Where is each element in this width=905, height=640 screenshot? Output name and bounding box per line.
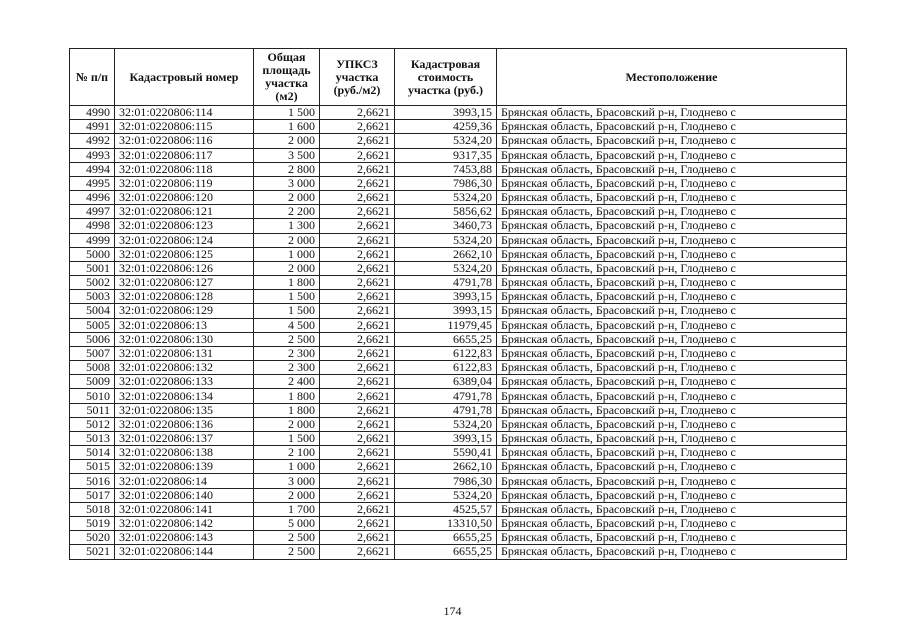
- cell-upksz: 2,6621: [320, 219, 395, 233]
- cell-area: 2 500: [254, 531, 320, 545]
- cell-area: 1 300: [254, 219, 320, 233]
- table-row: [70, 545, 847, 559]
- cell-location: Брянская область, Брасовский р-н, Глоднево с: [497, 304, 847, 318]
- cell-cadastral-number: 32:01:0220806:121: [115, 205, 254, 219]
- cell-cadastral-number: 32:01:0220806:124: [115, 233, 254, 247]
- cell-location: Брянская область, Брасовский р-н, Глоднево с: [497, 106, 847, 120]
- cell-location: Брянская область, Брасовский р-н, Глоднево с: [497, 148, 847, 162]
- cell-row-number: 5008: [70, 361, 115, 375]
- cell-area: 1 500: [254, 304, 320, 318]
- table-row: [70, 474, 847, 488]
- table-row: [70, 134, 847, 148]
- cell-cadastral-cost: 3460,73: [395, 219, 497, 233]
- table-row: [70, 446, 847, 460]
- cell-row-number: 4998: [70, 219, 115, 233]
- cell-row-number: 4993: [70, 148, 115, 162]
- cell-row-number: 5018: [70, 502, 115, 516]
- cell-cadastral-cost: 5324,20: [395, 233, 497, 247]
- table-row: [70, 417, 847, 431]
- cell-area: 1 500: [254, 290, 320, 304]
- cell-location: Брянская область, Брасовский р-н, Глоднево с: [497, 403, 847, 417]
- cell-cadastral-cost: 7986,30: [395, 474, 497, 488]
- cell-area: 3 500: [254, 148, 320, 162]
- cell-upksz: 2,6621: [320, 332, 395, 346]
- cell-cadastral-cost: 5324,20: [395, 417, 497, 431]
- cell-cadastral-cost: 6655,25: [395, 531, 497, 545]
- cell-row-number: 4992: [70, 134, 115, 148]
- cell-cadastral-number: 32:01:0220806:120: [115, 191, 254, 205]
- cell-cadastral-cost: 6389,04: [395, 375, 497, 389]
- cell-upksz: 2,6621: [320, 375, 395, 389]
- cell-cadastral-number: 32:01:0220806:118: [115, 162, 254, 176]
- cell-row-number: 4990: [70, 106, 115, 120]
- cell-area: 2 000: [254, 134, 320, 148]
- cell-area: 1 000: [254, 247, 320, 261]
- cell-cadastral-cost: 3993,15: [395, 106, 497, 120]
- cell-cadastral-number: 32:01:0220806:114: [115, 106, 254, 120]
- cell-cadastral-cost: 5324,20: [395, 191, 497, 205]
- cell-area: 2 200: [254, 205, 320, 219]
- cell-area: 2 000: [254, 488, 320, 502]
- cell-upksz: 2,6621: [320, 403, 395, 417]
- cell-upksz: 2,6621: [320, 389, 395, 403]
- table-row: [70, 516, 847, 530]
- cell-row-number: 4991: [70, 120, 115, 134]
- cell-cadastral-cost: 11979,45: [395, 318, 497, 332]
- cell-cadastral-cost: 4259,36: [395, 120, 497, 134]
- cell-upksz: 2,6621: [320, 148, 395, 162]
- cell-upksz: 2,6621: [320, 191, 395, 205]
- cell-cadastral-cost: 7453,88: [395, 162, 497, 176]
- cell-cadastral-number: 32:01:0220806:142: [115, 516, 254, 530]
- cell-area: 1 500: [254, 106, 320, 120]
- cell-location: Брянская область, Брасовский р-н, Глоднево с: [497, 205, 847, 219]
- cell-location: Брянская область, Брасовский р-н, Глоднево с: [497, 346, 847, 360]
- cell-area: 2 400: [254, 375, 320, 389]
- cell-row-number: 5014: [70, 446, 115, 460]
- header-upksz: УПКСЗ участка (руб./м2): [320, 49, 395, 106]
- cell-row-number: 5006: [70, 332, 115, 346]
- cell-cadastral-number: 32:01:0220806:141: [115, 502, 254, 516]
- cell-upksz: 2,6621: [320, 261, 395, 275]
- cadastral-table-sheet: [69, 48, 847, 560]
- cell-upksz: 2,6621: [320, 233, 395, 247]
- cell-upksz: 2,6621: [320, 516, 395, 530]
- cell-location: Брянская область, Брасовский р-н, Глоднево с: [497, 176, 847, 190]
- cell-area: 3 000: [254, 176, 320, 190]
- cell-row-number: 5013: [70, 431, 115, 445]
- cell-row-number: 5011: [70, 403, 115, 417]
- table-row: [70, 488, 847, 502]
- cell-cadastral-number: 32:01:0220806:119: [115, 176, 254, 190]
- cell-row-number: 4995: [70, 176, 115, 190]
- cell-cadastral-cost: 6655,25: [395, 332, 497, 346]
- cell-area: 2 500: [254, 332, 320, 346]
- table-row: [70, 106, 847, 120]
- cell-upksz: 2,6621: [320, 545, 395, 559]
- cell-location: Брянская область, Брасовский р-н, Глоднево с: [497, 162, 847, 176]
- cell-cadastral-cost: 9317,35: [395, 148, 497, 162]
- cell-row-number: 5017: [70, 488, 115, 502]
- cell-location: Брянская область, Брасовский р-н, Глоднево с: [497, 474, 847, 488]
- table-row: [70, 120, 847, 134]
- cell-cadastral-number: 32:01:0220806:133: [115, 375, 254, 389]
- cell-cadastral-number: 32:01:0220806:134: [115, 389, 254, 403]
- cell-row-number: 5000: [70, 247, 115, 261]
- cell-row-number: 4996: [70, 191, 115, 205]
- cell-row-number: 5001: [70, 261, 115, 275]
- cell-row-number: 4994: [70, 162, 115, 176]
- cell-cadastral-cost: 4791,78: [395, 276, 497, 290]
- table-row: [70, 233, 847, 247]
- table-row: [70, 375, 847, 389]
- cell-location: Брянская область, Брасовский р-н, Глоднево с: [497, 219, 847, 233]
- cell-upksz: 2,6621: [320, 431, 395, 445]
- cell-cadastral-cost: 5856,62: [395, 205, 497, 219]
- cell-location: Брянская область, Брасовский р-н, Глоднево с: [497, 389, 847, 403]
- page-number: 174: [443, 604, 462, 618]
- cell-row-number: 5019: [70, 516, 115, 530]
- cell-cadastral-number: 32:01:0220806:135: [115, 403, 254, 417]
- cell-cadastral-number: 32:01:0220806:143: [115, 531, 254, 545]
- cell-area: 2 300: [254, 361, 320, 375]
- cell-location: Брянская область, Брасовский р-н, Глоднево с: [497, 134, 847, 148]
- cell-area: 1 600: [254, 120, 320, 134]
- cell-cadastral-number: 32:01:0220806:115: [115, 120, 254, 134]
- table-row: [70, 290, 847, 304]
- table-row: [70, 389, 847, 403]
- cell-location: Брянская область, Брасовский р-н, Глоднево с: [497, 446, 847, 460]
- cell-cadastral-number: 32:01:0220806:128: [115, 290, 254, 304]
- cell-area: 1 800: [254, 276, 320, 290]
- header-area: Общая площадь участка (м2): [254, 49, 320, 106]
- cell-row-number: 5015: [70, 460, 115, 474]
- cell-upksz: 2,6621: [320, 304, 395, 318]
- cell-area: 2 000: [254, 233, 320, 247]
- cell-cadastral-cost: 4525,57: [395, 502, 497, 516]
- cell-area: 1 800: [254, 403, 320, 417]
- cell-cadastral-cost: 3993,15: [395, 290, 497, 304]
- cell-cadastral-number: 32:01:0220806:127: [115, 276, 254, 290]
- cell-location: Брянская область, Брасовский р-н, Глоднево с: [497, 502, 847, 516]
- table-row: [70, 502, 847, 516]
- cell-area: 2 300: [254, 346, 320, 360]
- cell-area: 5 000: [254, 516, 320, 530]
- cell-cadastral-cost: 6655,25: [395, 545, 497, 559]
- table-row: [70, 148, 847, 162]
- table-body: [70, 106, 847, 560]
- cell-cadastral-cost: 2662,10: [395, 247, 497, 261]
- cell-location: Брянская область, Брасовский р-н, Глоднево с: [497, 460, 847, 474]
- cell-cadastral-cost: 6122,83: [395, 346, 497, 360]
- table-row: [70, 332, 847, 346]
- cell-row-number: 5007: [70, 346, 115, 360]
- cell-upksz: 2,6621: [320, 531, 395, 545]
- table-header-row: [70, 49, 847, 106]
- cell-upksz: 2,6621: [320, 488, 395, 502]
- cell-cadastral-number: 32:01:0220806:125: [115, 247, 254, 261]
- cell-row-number: 5003: [70, 290, 115, 304]
- cell-location: Брянская область, Брасовский р-н, Глоднево с: [497, 290, 847, 304]
- table-row: [70, 346, 847, 360]
- cell-upksz: 2,6621: [320, 502, 395, 516]
- header-cadastral-cost: Кадастровая стоимость участка (руб.): [395, 49, 497, 106]
- cell-location: Брянская область, Брасовский р-н, Глоднево с: [497, 318, 847, 332]
- cell-row-number: 5009: [70, 375, 115, 389]
- cell-upksz: 2,6621: [320, 120, 395, 134]
- cell-row-number: 5010: [70, 389, 115, 403]
- cell-row-number: 5020: [70, 531, 115, 545]
- cell-area: 4 500: [254, 318, 320, 332]
- cell-cadastral-number: 32:01:0220806:137: [115, 431, 254, 445]
- cell-cadastral-cost: 13310,50: [395, 516, 497, 530]
- cell-location: Брянская область, Брасовский р-н, Глоднево с: [497, 417, 847, 431]
- cell-cadastral-cost: 5590,41: [395, 446, 497, 460]
- table-row: [70, 361, 847, 375]
- cell-location: Брянская область, Брасовский р-н, Глоднево с: [497, 531, 847, 545]
- table-row: [70, 261, 847, 275]
- cell-area: 3 000: [254, 474, 320, 488]
- header-cadastral-number: Кадастровый номер: [115, 49, 254, 106]
- cell-cadastral-number: 32:01:0220806:116: [115, 134, 254, 148]
- cell-upksz: 2,6621: [320, 361, 395, 375]
- cell-area: 2 000: [254, 191, 320, 205]
- cell-row-number: 4999: [70, 233, 115, 247]
- cell-upksz: 2,6621: [320, 176, 395, 190]
- cell-cadastral-number: 32:01:0220806:123: [115, 219, 254, 233]
- cell-cadastral-number: 32:01:0220806:126: [115, 261, 254, 275]
- cadastral-value-table: [69, 48, 847, 560]
- table-row: [70, 176, 847, 190]
- cell-cadastral-number: 32:01:0220806:14: [115, 474, 254, 488]
- cell-upksz: 2,6621: [320, 106, 395, 120]
- cell-cadastral-number: 32:01:0220806:132: [115, 361, 254, 375]
- cell-location: Брянская область, Брасовский р-н, Глоднево с: [497, 545, 847, 559]
- table-row: [70, 219, 847, 233]
- cell-cadastral-cost: 5324,20: [395, 261, 497, 275]
- cell-location: Брянская область, Брасовский р-н, Глоднево с: [497, 431, 847, 445]
- cell-upksz: 2,6621: [320, 446, 395, 460]
- cell-location: Брянская область, Брасовский р-н, Глоднево с: [497, 332, 847, 346]
- cell-upksz: 2,6621: [320, 417, 395, 431]
- cell-area: 1 700: [254, 502, 320, 516]
- table-row: [70, 304, 847, 318]
- cell-area: 1 000: [254, 460, 320, 474]
- cell-cadastral-cost: 5324,20: [395, 488, 497, 502]
- cell-location: Брянская область, Брасовский р-н, Глоднево с: [497, 191, 847, 205]
- cell-cadastral-number: 32:01:0220806:13: [115, 318, 254, 332]
- cell-upksz: 2,6621: [320, 276, 395, 290]
- cell-area: 1 800: [254, 389, 320, 403]
- cell-area: 2 100: [254, 446, 320, 460]
- cell-location: Брянская область, Брасовский р-н, Глоднево с: [497, 261, 847, 275]
- cell-upksz: 2,6621: [320, 247, 395, 261]
- cell-row-number: 5002: [70, 276, 115, 290]
- table-row: [70, 162, 847, 176]
- header-location: Местоположение: [497, 49, 847, 106]
- cell-cadastral-number: 32:01:0220806:140: [115, 488, 254, 502]
- cell-location: Брянская область, Брасовский р-н, Глоднево с: [497, 375, 847, 389]
- cell-cadastral-cost: 2662,10: [395, 460, 497, 474]
- cell-cadastral-number: 32:01:0220806:131: [115, 346, 254, 360]
- cell-row-number: 5012: [70, 417, 115, 431]
- table-row: [70, 403, 847, 417]
- cell-area: 2 000: [254, 261, 320, 275]
- cell-cadastral-cost: 6122,83: [395, 361, 497, 375]
- cell-cadastral-number: 32:01:0220806:117: [115, 148, 254, 162]
- cell-area: 2 800: [254, 162, 320, 176]
- cell-cadastral-cost: 5324,20: [395, 134, 497, 148]
- cell-cadastral-cost: 4791,78: [395, 403, 497, 417]
- cell-location: Брянская область, Брасовский р-н, Глоднево с: [497, 361, 847, 375]
- cell-row-number: 5021: [70, 545, 115, 559]
- table-row: [70, 191, 847, 205]
- table-row: [70, 460, 847, 474]
- table-row: [70, 247, 847, 261]
- cell-row-number: 5004: [70, 304, 115, 318]
- cell-cadastral-number: 32:01:0220806:130: [115, 332, 254, 346]
- cell-area: 2 000: [254, 417, 320, 431]
- cell-cadastral-number: 32:01:0220806:136: [115, 417, 254, 431]
- cell-cadastral-cost: 3993,15: [395, 431, 497, 445]
- cell-location: Брянская область, Брасовский р-н, Глоднево с: [497, 247, 847, 261]
- cell-cadastral-number: 32:01:0220806:129: [115, 304, 254, 318]
- cell-location: Брянская область, Брасовский р-н, Глоднево с: [497, 488, 847, 502]
- cell-upksz: 2,6621: [320, 162, 395, 176]
- cell-upksz: 2,6621: [320, 205, 395, 219]
- cell-row-number: 4997: [70, 205, 115, 219]
- cell-cadastral-cost: 7986,30: [395, 176, 497, 190]
- cell-upksz: 2,6621: [320, 134, 395, 148]
- cell-cadastral-number: 32:01:0220806:138: [115, 446, 254, 460]
- cell-location: Брянская область, Брасовский р-н, Глоднево с: [497, 516, 847, 530]
- cell-cadastral-cost: 3993,15: [395, 304, 497, 318]
- cell-upksz: 2,6621: [320, 346, 395, 360]
- cell-upksz: 2,6621: [320, 290, 395, 304]
- cell-upksz: 2,6621: [320, 460, 395, 474]
- table-row: [70, 318, 847, 332]
- cell-area: 1 500: [254, 431, 320, 445]
- cell-upksz: 2,6621: [320, 474, 395, 488]
- cell-upksz: 2,6621: [320, 318, 395, 332]
- cell-location: Брянская область, Брасовский р-н, Глоднево с: [497, 276, 847, 290]
- header-num: № п/п: [70, 49, 115, 106]
- table-row: [70, 276, 847, 290]
- cell-cadastral-number: 32:01:0220806:144: [115, 545, 254, 559]
- table-row: [70, 431, 847, 445]
- cell-row-number: 5005: [70, 318, 115, 332]
- cell-row-number: 5016: [70, 474, 115, 488]
- table-row: [70, 205, 847, 219]
- cell-location: Брянская область, Брасовский р-н, Глоднево с: [497, 233, 847, 247]
- cell-cadastral-cost: 4791,78: [395, 389, 497, 403]
- cell-area: 2 500: [254, 545, 320, 559]
- cell-location: Брянская область, Брасовский р-н, Глоднево с: [497, 120, 847, 134]
- cell-cadastral-number: 32:01:0220806:139: [115, 460, 254, 474]
- table-row: [70, 531, 847, 545]
